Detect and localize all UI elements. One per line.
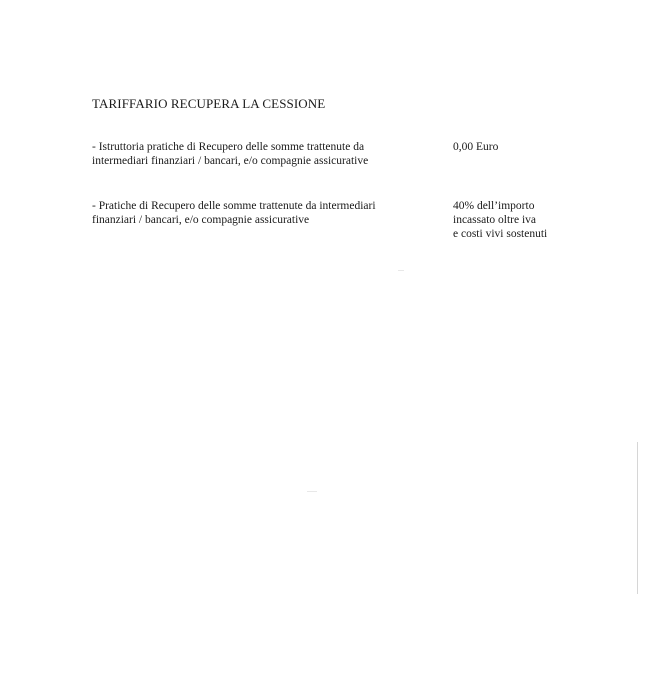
tariff-price-line: 40% dell’importo [453,200,535,212]
tariff-description-line: - Pratiche di Recupero delle somme trattenute da intermediari [92,200,376,212]
tariff-description-line: intermediari finanziari / bancari, e/o compagnie assicurative [92,155,369,167]
scan-edge-line [637,442,638,594]
tariff-price-line: e costi vivi sostenuti [453,228,548,240]
scan-speck [398,270,404,271]
tariff-description [92,199,422,227]
tariff-description-line: finanziari / bancari, e/o compagnie assicurative [92,214,310,226]
tariff-price-line: incassato oltre iva [453,214,537,226]
document-title: TARIFFARIO RECUPERA LA CESSIONE [92,96,326,111]
tariff-price [453,140,498,154]
tariff-price [453,199,547,241]
tariff-description-line: - Istruttoria pratiche di Recupero delle somme trattenute da [92,141,365,153]
tariff-description [92,140,422,168]
tariff-price-line: 0,00 Euro [453,141,499,153]
scan-speck [307,491,317,492]
